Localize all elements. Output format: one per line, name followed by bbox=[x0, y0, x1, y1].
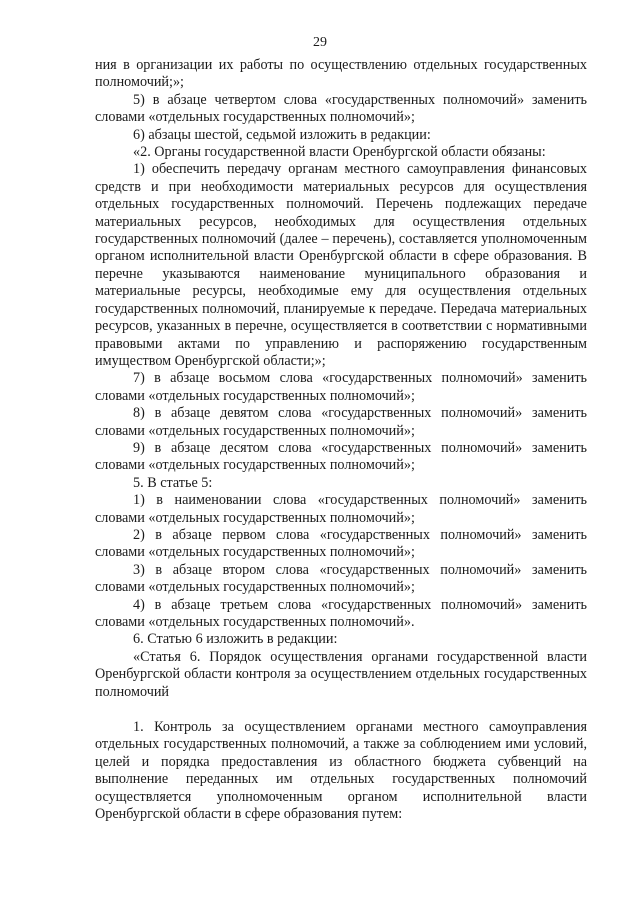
paragraph-item-9: 9) в абзаце десятом слова «государственных полномочий» заменить словами «отдельных государственных полномочий»; bbox=[95, 439, 587, 474]
page-number: 29 bbox=[313, 35, 327, 50]
paragraph-article-5: 5. В статье 5: bbox=[133, 474, 213, 491]
paragraph-article-6: 6. Статью 6 изложить в редакции: bbox=[133, 631, 338, 648]
paragraph-article-5-item-3: 3) в абзаце втором слова «государственных полномочий» заменить словами «отдельных государственных полномочий»; bbox=[95, 561, 587, 596]
paragraph-quote-2: «2. Органы государственной власти Оренбургской области обязаны: bbox=[133, 144, 546, 161]
document-body bbox=[95, 57, 587, 823]
paragraph-quote-2-item-1: 1) обеспечить передачу органам местного самоуправления финансовых средств и при необходимости материальных ресурсов для осуществления отдельных государственных полномочий. Перечень подлежащих передаче материальных ресурсов, необходимых для осуществления отдельных государственных полномочий (далее – перечень), составляется уполномоченным органом исполнительной власти Оренбургской области в сфере образования. В перечне указываются наименование муниципального образования и материальные ресурсы, необходимые ему для осуществления отдельных государственных полномочий, планируемые к передаче. Передача материальных ресурсов, указанных в перечне, осуществляется в соответствии с нормативными правовыми актами по управлению и распоряжению государственным имуществом Оренбургской области;»; bbox=[95, 161, 587, 369]
paragraph-item-6: 6) абзацы шестой, седьмой изложить в редакции: bbox=[133, 126, 431, 143]
article-6-heading: «Статья 6. Порядок осуществления органами государственной власти Оренбургской области контроля за осуществлением отдельных государственных полномочий bbox=[95, 648, 587, 700]
paragraph-article-5-item-1: 1) в наименовании слова «государственных полномочий» заменить словами «отдельных государственных полномочий»; bbox=[95, 492, 587, 526]
paragraph-item-5: 5) в абзаце четвертом слова «государственных полномочий» заменить словами «отдельных государственных полномочий»; bbox=[95, 91, 587, 126]
paragraph-article-5-item-2: 2) в абзаце первом слова «государственных полномочий» заменить словами «отдельных государственных полномочий»; bbox=[95, 526, 587, 561]
paragraph-item-7: 7) в абзаце восьмом слова «государственных полномочий» заменить словами «отдельных государственных полномочий»; bbox=[95, 370, 587, 404]
article-6-clause-1: 1. Контроль за осуществлением органами местного самоуправления отдельных государственных полномочий, а также за соблюдением ими условий, целей и порядка предоставления из областного бюджета субвенций на выполнение переданных им отдельных государственных полномочий осуществляется уполномоченным органом исполнительной власти Оренбургской области в сфере образования путем: bbox=[95, 719, 587, 823]
paragraph-continuation: ния в организации их работы по осуществлению отдельных государственных полномочий;»; bbox=[95, 57, 587, 91]
paragraph-item-8: 8) в абзаце девятом слова «государственных полномочий» заменить словами «отдельных государственных полномочий»; bbox=[95, 405, 587, 439]
paragraph-article-5-item-4: 4) в абзаце третьем слова «государственных полномочий» заменить словами «отдельных государственных полномочий». bbox=[95, 596, 587, 630]
